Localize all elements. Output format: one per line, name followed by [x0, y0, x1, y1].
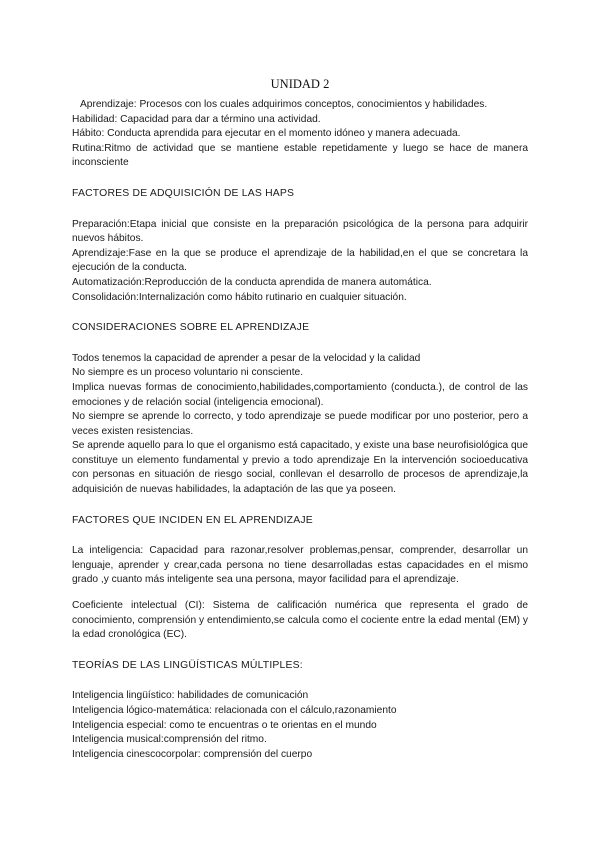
list-item: Inteligencia musical:comprensión del ritmo. — [72, 734, 267, 746]
list-item: Inteligencia especial: como te encuentras o te orientas en el mundo — [72, 719, 377, 731]
paragraph-coeficiente: Coeficiente intelectual (CI): Sistema de calificación numérica que representa el grado de conocimiento, comprensión y entendimiento,se calcula como el cociente entre la edad mental (EM) y la edad cronológica (EC). — [72, 600, 528, 641]
list-item: Inteligencia cinescocorpolar: comprensión del cuerpo — [72, 748, 313, 760]
section-factores-inciden — [72, 514, 528, 643]
paragraph-correcto: No siempre se aprende lo correcto, y todo aprendizaje se puede modificar por uno posterior, pero a veces existen resistencias. — [72, 411, 528, 437]
definition-rutina: Rutina:Ritmo de actividad que se mantiene estable repetidamente y luego se hace de manera inconsciente — [72, 142, 528, 169]
section-consideraciones — [72, 321, 528, 498]
definition-aprendizaje: Aprendizaje: Procesos con los cuales adquirimos conceptos, conocimientos y habilidades. — [80, 99, 488, 110]
list-item: Inteligencia lógico-matemática: relacionada con el cálculo,razonamiento — [72, 705, 397, 716]
paragraph-preparacion: Preparación:Etapa inicial que consiste en la preparación psicológica de la persona para adquirir nuevos hábitos. — [72, 218, 528, 245]
paragraph-inteligencia: La inteligencia: Capacidad para razonar,resolver problemas,pensar, comprender, desarrollar un lenguaje, aprender y crear,cada persona no tiene desarrolladas estas capacidades en el mismo grado ,y cuanto más inteligente sea una persona, mayor facilidad para el aprendizaje. — [72, 545, 528, 586]
definition-habilidad: Habilidad: Capacidad para dar a término una actividad. — [72, 113, 321, 125]
paragraph-organismo: Se aprende aquello para lo que el organismo está capacitado, y existe una base neurofisiológica que constituye un elemento fundamental y previo a todo aprendizaje En la intervención socioeducativa con personas en situación de riesgo social, conllevan el desarrollo de procesos de aprendizaje,la adquisición de nuevas habilidades, la adaptación de las que ya poseen. — [72, 440, 528, 496]
list-item: Inteligencia lingüístico: habilidades de comunicación — [72, 690, 309, 702]
section-heading: FACTORES DE ADQUISICIÓN DE LAS HAPS — [72, 187, 295, 199]
definition-habito: Hábito: Conducta aprendida para ejecutar en el momento idóneo y manera adecuada. — [72, 128, 461, 140]
paragraph-implica: Implica nuevas formas de conocimiento,habilidades,comportamiento (conducta.), de control de las emociones y de relación social (inteligencia emocional). — [72, 381, 528, 408]
paragraph-gap — [72, 588, 528, 599]
section-factores-adquisicion — [72, 187, 528, 305]
paragraph-consolidacion: Consolidación:Internalización como hábito rutinario en cualquier situación. — [72, 291, 407, 303]
paragraph-voluntario: No siempre es un proceso voluntario ni consciente. — [72, 367, 304, 379]
intro-block — [72, 98, 528, 171]
document-title: UNIDAD 2 — [270, 77, 330, 91]
section-heading: FACTORES QUE INCIDEN EN EL APRENDIZAJE — [72, 514, 313, 526]
paragraph-aprendizaje: Aprendizaje:Fase en la que se produce el aprendizaje de la habilidad,en el que se concretara la ejecución de la conducta. — [72, 247, 528, 274]
section-heading: CONSIDERACIONES SOBRE EL APRENDIZAJE — [72, 322, 310, 334]
paragraph-automatizacion: Automatización:Reproducción de la conducta aprendida de manera automática. — [72, 276, 432, 288]
paragraph-capacidad: Todos tenemos la capacidad de aprender a pesar de la velocidad y la calidad — [72, 352, 421, 364]
section-teorias — [72, 659, 528, 763]
document-page — [72, 76, 528, 762]
section-heading: TEORÍAS DE LAS LINGÜÍSTICAS MÚLTIPLES: — [72, 659, 303, 671]
